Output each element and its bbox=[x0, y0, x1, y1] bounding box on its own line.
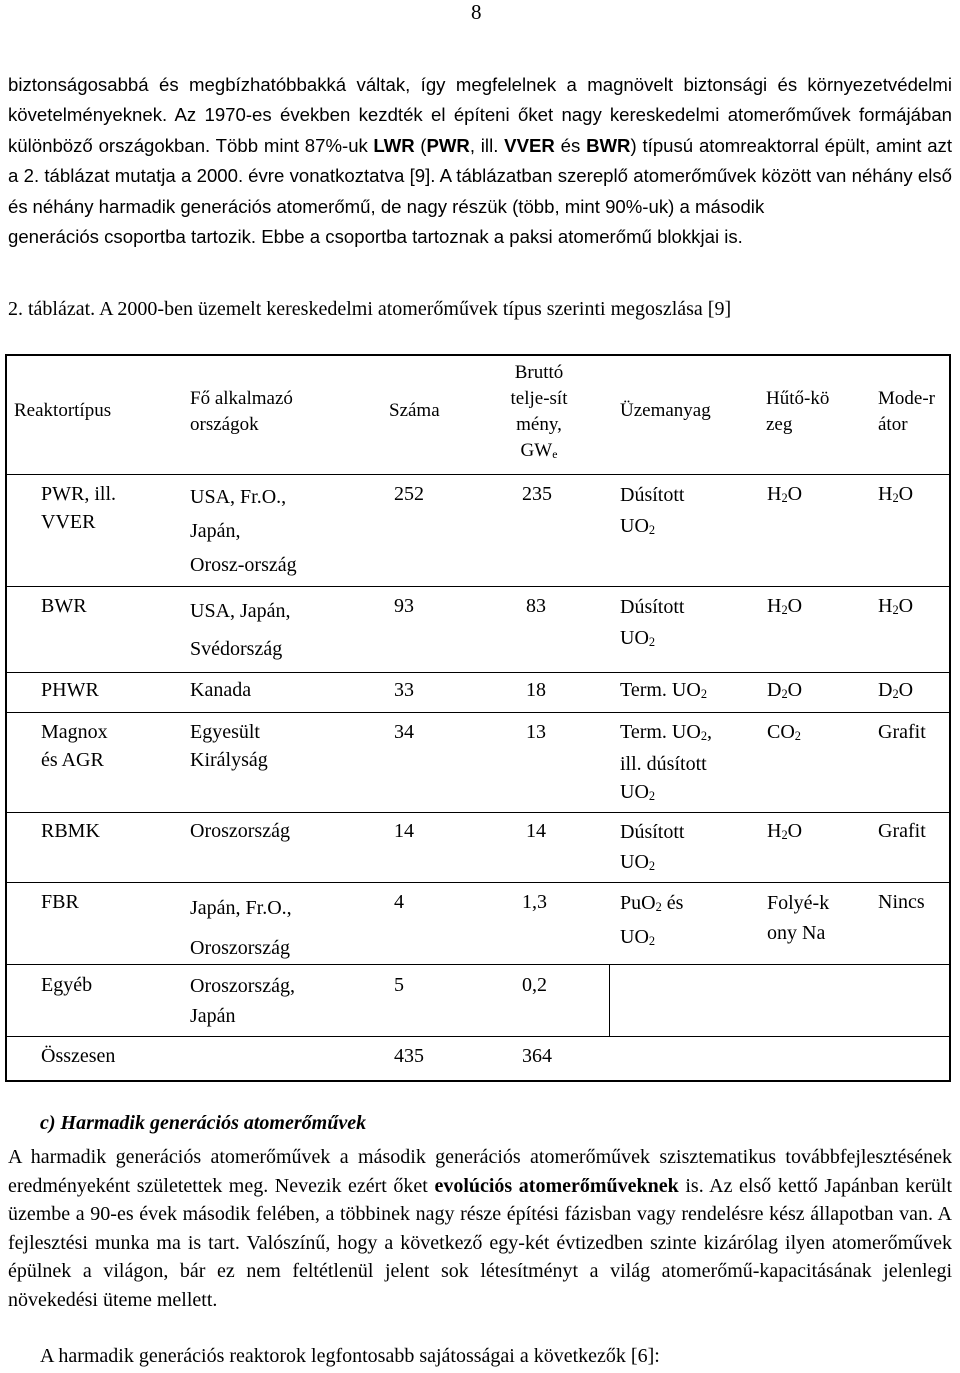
third-gen-paragraph bbox=[8, 1143, 952, 1314]
intro-line: évre vonatkoztatva [9]. A táblázatban szereplő atomerőművek között van néhány első és bbox=[8, 165, 952, 217]
cell-line: Oroszország bbox=[190, 937, 290, 959]
formula-sub: 2 bbox=[892, 490, 899, 505]
header-power bbox=[492, 360, 586, 468]
cell-line: USA, Fr.O., bbox=[190, 486, 287, 508]
formula-sub: 2 bbox=[892, 686, 899, 701]
cell-line: Japán, Fr.O., bbox=[190, 897, 292, 919]
cell-line: és AGR bbox=[41, 749, 104, 771]
cell-line: Dúsított bbox=[620, 596, 685, 618]
cell-line: Japán bbox=[190, 1005, 236, 1027]
row-countries bbox=[190, 480, 297, 582]
table-caption: 2. táblázat. A 2000-ben üzemelt kereskedelmi atomerőművek típus szerinti megoszlása [9] bbox=[8, 298, 732, 320]
cell-line bbox=[620, 778, 712, 810]
row-type: RBMK bbox=[41, 820, 100, 842]
cell-line bbox=[620, 922, 683, 956]
formula-sub: 2 bbox=[781, 686, 788, 701]
table-rule bbox=[5, 586, 951, 587]
formula-sub: 2 bbox=[648, 634, 656, 649]
row-fuel bbox=[620, 718, 712, 810]
header-line: Fő alkalmazó bbox=[190, 388, 293, 409]
formula: H bbox=[767, 483, 782, 505]
page-number: 8 bbox=[471, 0, 482, 24]
row-type bbox=[41, 480, 116, 536]
table-rule bbox=[5, 672, 951, 673]
row-moderator: Grafit bbox=[878, 721, 926, 743]
formula-sub: 2 bbox=[700, 686, 708, 701]
row-moderator: Grafit bbox=[878, 820, 926, 842]
formula-sub: 2 bbox=[892, 602, 899, 617]
cell-line: Svédország bbox=[190, 638, 283, 660]
formula: O bbox=[898, 679, 914, 701]
formula-sub: 2 bbox=[794, 728, 801, 743]
header-line bbox=[492, 438, 586, 468]
cell-line: USA, Japán, bbox=[190, 600, 291, 622]
row-countries: Oroszország bbox=[190, 820, 290, 842]
bold-term: evolúciós bbox=[434, 1174, 513, 1197]
formula-sub: 2 bbox=[648, 522, 656, 537]
formula: UO bbox=[620, 515, 649, 537]
formula: UO bbox=[620, 925, 649, 948]
table-rule bbox=[5, 812, 951, 813]
formula: UO bbox=[620, 780, 649, 803]
row-count: 4 bbox=[394, 891, 404, 913]
row-countries bbox=[190, 888, 292, 968]
formula: UO bbox=[620, 627, 649, 649]
row-countries: Kanada bbox=[190, 679, 252, 701]
intro-line: ( bbox=[420, 134, 427, 156]
intro-line: ) típusú atomreaktorral épült, amint azt a 2. táblázat mutatja a 2000. bbox=[8, 134, 952, 187]
cell-line: Oroszország, bbox=[190, 975, 295, 997]
intro-line: környezetvédelmi követelményeknek. Az 1970-es években kezdték el építeni őket nagy bbox=[8, 74, 952, 126]
formula: O bbox=[787, 679, 803, 701]
formula-sub: 2 bbox=[781, 602, 788, 617]
row-coolant bbox=[767, 480, 802, 512]
header-line: átor bbox=[878, 414, 908, 435]
row-power: 13 bbox=[526, 721, 546, 743]
row-power: 1,3 bbox=[522, 891, 547, 913]
cell-line: Dúsított bbox=[620, 821, 685, 843]
formula: Term. UO bbox=[620, 679, 701, 701]
row-moderator bbox=[878, 480, 913, 512]
formula: O bbox=[787, 483, 803, 505]
cell-line: Orosz-ország bbox=[190, 554, 297, 576]
paragraph-line: atomerőművek épülnek a világon, bár ez nem feltétlenül jelent sok létesítményt a világ bbox=[8, 1231, 953, 1282]
header-type: Reaktortípus bbox=[14, 400, 112, 421]
cell-line: PWR, ill. bbox=[41, 483, 117, 505]
row-count: 5 bbox=[394, 974, 404, 996]
cell-line: VVER bbox=[41, 511, 96, 533]
intro-line: , ill. bbox=[469, 134, 505, 156]
row-type: BWR bbox=[41, 595, 87, 617]
row-type: Egyéb bbox=[41, 974, 93, 996]
formula-sub: 2 bbox=[781, 490, 788, 505]
formula: , bbox=[707, 721, 713, 743]
paragraph-line: továbbfejlesztésének eredményeként születettek meg. Nevezik ezért őket bbox=[8, 1146, 952, 1197]
formula-sub: 2 bbox=[648, 788, 656, 803]
paragraph-line: atomerőmű-kapacitásának jelenlegi növekedési üteme mellett. bbox=[8, 1260, 953, 1311]
row-moderator bbox=[878, 592, 913, 624]
row-type: FBR bbox=[41, 891, 79, 913]
row-power: 14 bbox=[526, 820, 546, 842]
table-rule bbox=[5, 474, 951, 475]
intro-line: és bbox=[554, 134, 587, 156]
row-countries bbox=[190, 592, 291, 668]
row-power: 83 bbox=[526, 595, 546, 617]
formula-sub: 2 bbox=[700, 728, 708, 743]
cell-line bbox=[620, 623, 684, 658]
formula-sub: 2 bbox=[648, 858, 656, 873]
intro-line: kereskedelmi atomerőművek formájában különböző országokban. Több mint 87%-uk bbox=[8, 104, 953, 156]
row-countries bbox=[190, 971, 295, 1031]
row-count: 252 bbox=[394, 483, 424, 505]
header-moderator bbox=[878, 386, 935, 438]
formula: H bbox=[878, 483, 893, 505]
cell-line: ill. dúsított bbox=[620, 752, 707, 775]
cell-line: Japán, bbox=[190, 520, 241, 542]
header-line: mény, bbox=[516, 414, 562, 435]
row-type bbox=[41, 718, 108, 774]
intro-bold-term: BWR bbox=[586, 134, 631, 156]
row-moderator bbox=[878, 676, 913, 708]
row-power: 0,2 bbox=[522, 974, 547, 996]
intro-line: néhány harmadik generációs atomerőmű, de nagy részük (több, mint 90%-uk) a második bbox=[32, 195, 765, 217]
row-coolant bbox=[767, 592, 802, 624]
row-coolant bbox=[767, 888, 829, 948]
formula: D bbox=[767, 679, 782, 701]
row-fuel bbox=[620, 480, 684, 546]
row-fuel bbox=[620, 676, 707, 708]
cell-line: Magnox bbox=[41, 721, 108, 743]
intro-paragraph bbox=[8, 70, 952, 251]
formula: Term. UO bbox=[620, 721, 701, 743]
formula: UO bbox=[620, 851, 649, 873]
row-power: 364 bbox=[522, 1045, 552, 1067]
cell-line bbox=[620, 888, 683, 922]
table-frame bbox=[5, 354, 951, 1082]
header-count: Száma bbox=[389, 400, 440, 421]
cell-line: ony Na bbox=[767, 922, 826, 944]
header-line: Bruttó bbox=[514, 362, 564, 383]
row-type: Összesen bbox=[41, 1045, 116, 1067]
intro-line: biztonságosabbá és megbízhatóbbakká váltak, így megfelelnek a magnövelt biztonsági és bbox=[8, 74, 798, 95]
formula: O bbox=[898, 483, 914, 505]
formula: D bbox=[878, 679, 893, 701]
header-line: Mode-r bbox=[878, 388, 935, 409]
row-count: 33 bbox=[394, 679, 414, 701]
row-fuel bbox=[620, 888, 683, 956]
header-unit-sub: e bbox=[552, 447, 558, 461]
table-rule bbox=[5, 882, 951, 883]
row-count: 14 bbox=[394, 820, 414, 842]
paragraph-line: A harmadik generációs atomerőművek a második generációs atomerőművek szisztematikus bbox=[8, 1146, 777, 1168]
row-power: 235 bbox=[522, 483, 552, 505]
formula: O bbox=[787, 820, 803, 842]
row-coolant bbox=[767, 718, 801, 750]
cell-line bbox=[620, 847, 684, 881]
header-line: zeg bbox=[766, 414, 793, 435]
row-fuel bbox=[620, 817, 684, 881]
row-count: 34 bbox=[394, 721, 414, 743]
intro-bold-term: VVER bbox=[504, 134, 555, 156]
row-fuel bbox=[620, 592, 684, 658]
row-power: 18 bbox=[526, 679, 546, 701]
formula-sub: 2 bbox=[781, 827, 788, 842]
intro-line: generációs csoportba tartozik. Ebbe a csoportba tartoznak a paksi atomerőmű blokkjai is. bbox=[8, 226, 743, 248]
paragraph-line: is. Az első kettő Japánban került üzembe a 90-es évek második felében, a bbox=[8, 1174, 953, 1225]
table-rule bbox=[5, 712, 951, 713]
cell-line bbox=[620, 718, 712, 750]
formula: CO bbox=[767, 721, 795, 743]
formula: PuO bbox=[620, 892, 656, 914]
intro-bold-term: PWR bbox=[426, 134, 470, 156]
header-line: telje-sít bbox=[510, 388, 568, 409]
table-rule bbox=[5, 964, 951, 965]
row-countries bbox=[190, 718, 268, 774]
intro-bold-term: LWR bbox=[373, 134, 415, 156]
formula-sub: 2 bbox=[655, 899, 662, 914]
closing-line: A harmadik generációs reaktorok legfontosabb sajátosságai a következők [6]: bbox=[40, 1345, 660, 1367]
cell-line: Dúsított bbox=[620, 484, 685, 506]
formula: H bbox=[767, 820, 782, 842]
header-countries bbox=[190, 386, 293, 438]
paragraph-line: többinek nagy része építési fázisban vagy rendelésre kész állapotban van. A fejlesztési munka bbox=[8, 1203, 953, 1254]
header-fuel: Üzemanyag bbox=[620, 400, 711, 421]
formula: H bbox=[878, 595, 893, 617]
row-coolant bbox=[767, 676, 802, 708]
formula: H bbox=[767, 595, 782, 617]
cell-line bbox=[620, 511, 684, 546]
cell-line: Egyesült bbox=[190, 721, 260, 743]
formula: és bbox=[661, 892, 684, 914]
header-line: országok bbox=[190, 414, 259, 435]
cell-line: Királyság bbox=[190, 749, 268, 771]
paragraph-line: ma is tart. Valószínű, hogy a következő egy-két évtizedben szinte kizárólag ilyen bbox=[156, 1231, 826, 1254]
row-count: 93 bbox=[394, 595, 414, 617]
row-moderator: Nincs bbox=[878, 891, 925, 913]
bold-term: atomerőműveknek bbox=[518, 1174, 679, 1197]
formula: O bbox=[898, 595, 914, 617]
cell-line: Folyé-k bbox=[767, 892, 830, 914]
row-type: PHWR bbox=[41, 679, 99, 701]
formula-sub: 2 bbox=[648, 933, 656, 948]
row-coolant bbox=[767, 817, 802, 849]
table-rule bbox=[5, 1036, 951, 1037]
table-rule bbox=[609, 964, 610, 1036]
header-coolant bbox=[766, 386, 829, 438]
header-unit: GW bbox=[520, 440, 553, 461]
section-heading: c) Harmadik generációs atomerőművek bbox=[40, 1112, 367, 1134]
row-count: 435 bbox=[394, 1045, 424, 1067]
formula: O bbox=[787, 595, 803, 617]
header-line: Hűtő-kö bbox=[766, 388, 830, 409]
